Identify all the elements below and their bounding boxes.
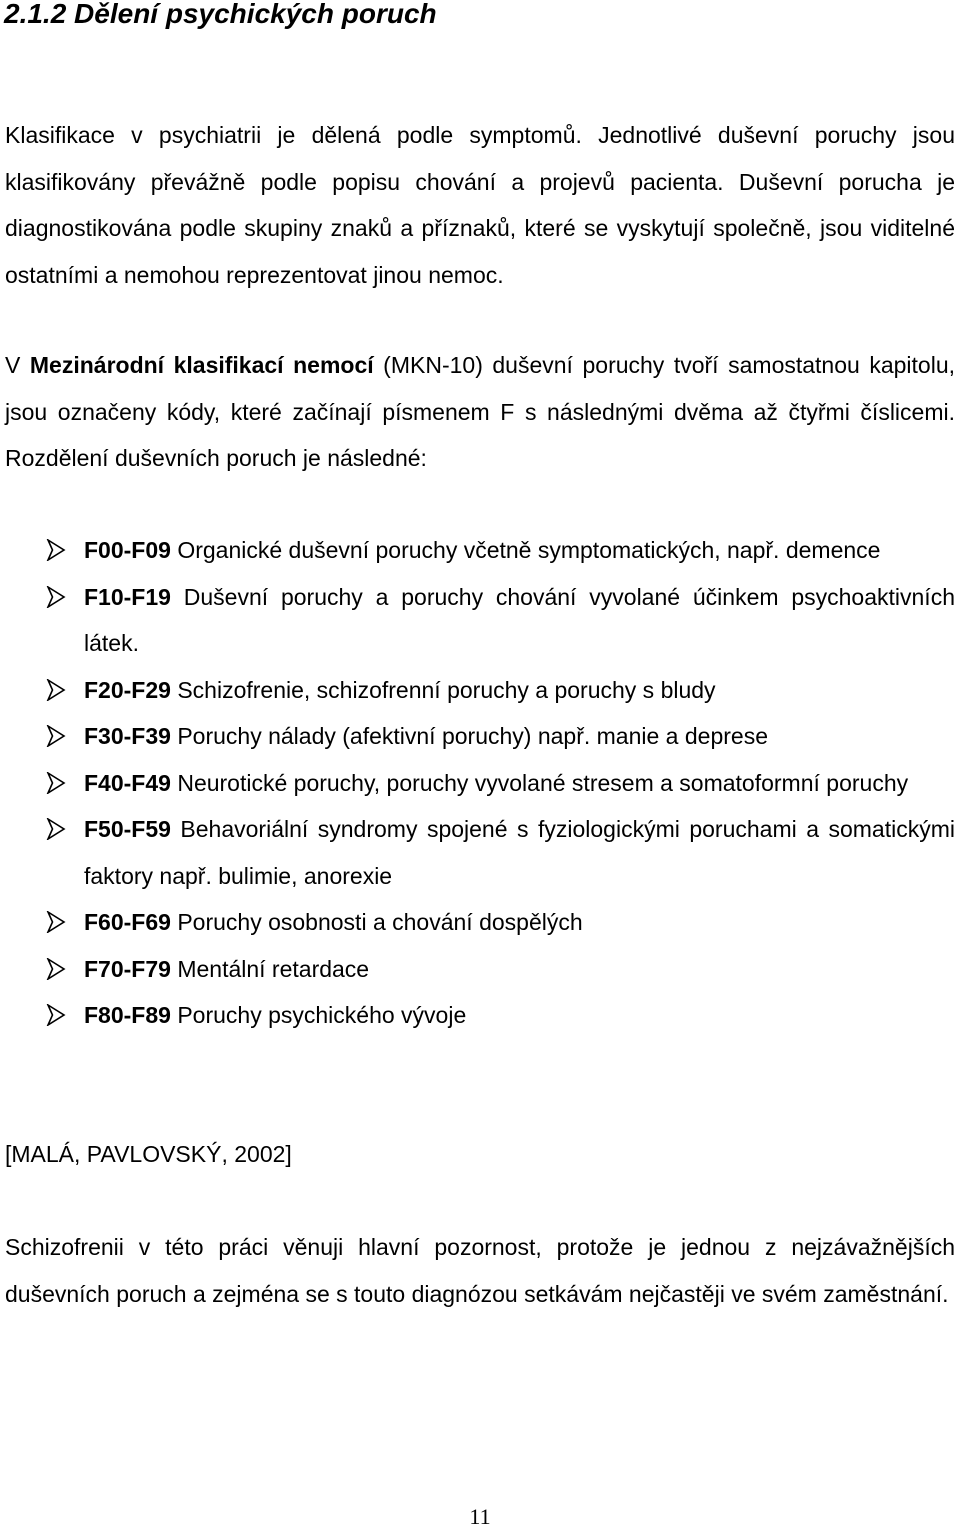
list-item-text: Poruchy nálady (afektivní poruchy) např. manie a deprese	[170, 723, 768, 749]
citation: [MALÁ, PAVLOVSKÝ, 2002]	[5, 1141, 292, 1167]
list-item-text: Poruchy osobnosti a chování dospělých	[170, 909, 583, 935]
list-item-text: Poruchy psychického vývoje	[170, 1002, 467, 1028]
list-item-code: F80-F89	[84, 1002, 171, 1028]
arrowhead-bullet-icon	[46, 679, 66, 701]
list-item-text: Organické duševní poruchy včetně symptomatických, např. demence	[170, 537, 881, 563]
list-item	[0, 713, 960, 760]
arrowhead-bullet-icon	[46, 911, 66, 933]
list-item	[0, 946, 960, 993]
list-item-text: Duševní poruchy a poruchy chování vyvolané účinkem psychoaktivních látek.	[84, 583, 955, 656]
list-item	[0, 992, 960, 1039]
paragraph-mkn-lead: V	[5, 352, 30, 378]
list-item	[0, 899, 960, 946]
list-item-code: F10-F19	[84, 583, 171, 610]
list-item-code: F00-F09	[84, 537, 171, 563]
paragraph-schizophrenia-focus: Schizofrenii v této práci věnuji hlavní pozornost, protože je jednou z nejzávažnějších duševních poruch a zejména se s touto diagnózou setkávám nejčastěji ve svém zaměstnání.	[5, 1234, 955, 1307]
section-heading: 2.1.2 Dělení psychických poruch	[4, 0, 437, 29]
arrowhead-bullet-icon	[46, 725, 66, 747]
list-item	[0, 806, 960, 899]
list-item-code: F60-F69	[84, 909, 171, 935]
list-item	[0, 667, 960, 714]
paragraph-mkn	[5, 342, 955, 482]
list-item	[0, 760, 960, 807]
list-item-code: F40-F49	[84, 769, 171, 796]
arrowhead-bullet-icon	[46, 586, 66, 608]
paragraph-mkn-rest: (MKN-10) duševní poruchy tvoří samostatnou kapitolu, jsou označeny kódy, které začínají písmenem F s následnými dvěma až čtyřmi číslicemi. Rozdělení duševních poruch je následné:	[5, 352, 956, 471]
list-item-code: F20-F29	[84, 676, 171, 703]
page-number: 11	[469, 1504, 491, 1529]
arrowhead-bullet-icon	[46, 772, 66, 794]
list-item-code: F30-F39	[84, 723, 171, 749]
list-item	[0, 574, 960, 667]
disorder-category-list	[0, 527, 960, 1039]
list-item-text: Mentální retardace	[170, 955, 370, 982]
list-item	[0, 527, 960, 574]
list-item-text: Neurotické poruchy, poruchy vyvolané stresem a somatoformní poruchy	[170, 769, 909, 796]
paragraph-classification: Klasifikace v psychiatrii je dělená podle symptomů. Jednotlivé duševní poruchy jsou klasifikovány převážně podle popisu chování a projevů pacienta. Duševní porucha je diagnostikována podle skupiny znaků a příznaků, které se vyskytují společně, jsou viditelné ostatními a nemohou reprezentovat jinou nemoc.	[5, 122, 955, 288]
paragraph-mkn-bold: Mezinárodní klasifikací nemocí	[29, 352, 374, 378]
arrowhead-bullet-icon	[46, 539, 66, 561]
list-item-text: Behavoriální syndromy spojené s fyziologickými poruchami a somatickými faktory např. bulimie, anorexie	[84, 816, 955, 889]
list-item-code: F50-F59	[84, 816, 171, 842]
arrowhead-bullet-icon	[46, 958, 66, 980]
list-item-code: F70-F79	[84, 955, 171, 982]
arrowhead-bullet-icon	[46, 1004, 66, 1026]
list-item-text: Schizofrenie, schizofrenní poruchy a poruchy s bludy	[170, 676, 716, 703]
arrowhead-bullet-icon	[46, 818, 66, 840]
